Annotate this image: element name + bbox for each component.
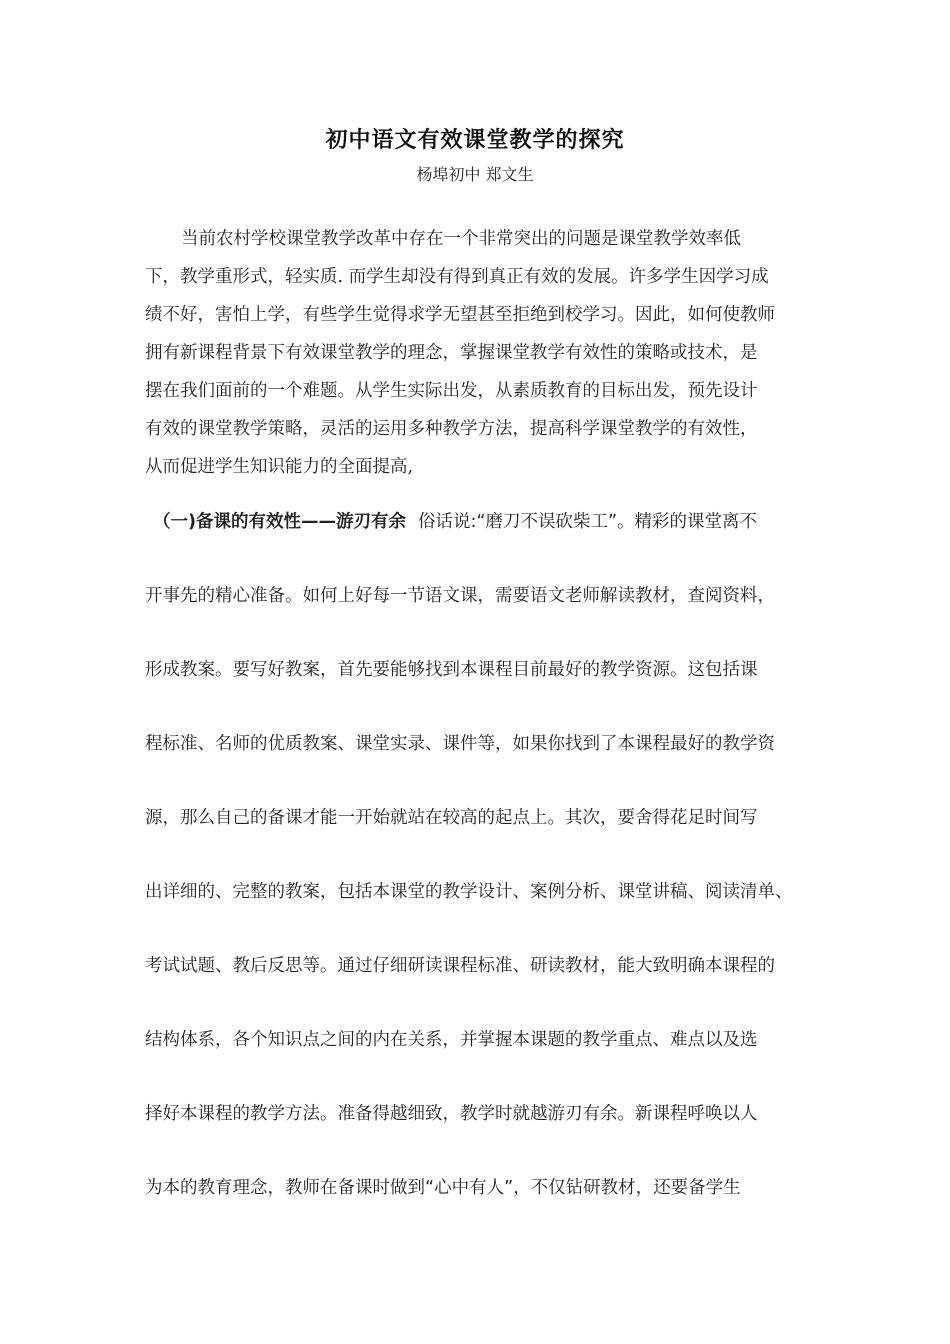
intro-line: 绩不好，害怕上学，有些学生觉得求学无望甚至拒绝到校学习。因此，如何使教师: [145, 305, 775, 325]
document-author: 杨埠初中 郑文生: [416, 165, 534, 184]
intro-line: 下，教学重形式，轻实质. 而学生却没有得到真正有效的发展。许多学生因学习成: [145, 267, 769, 287]
section-1-line: 出详细的、完整的教案，包括本课堂的教学设计、案例分析、课堂讲稿、阅读清单、: [145, 882, 793, 902]
section-1-line: 源，那么自己的备课才能一开始就站在较高的起点上。其次，要舍得花足时间写: [145, 808, 758, 828]
intro-line: 摆在我们面前的一个难题。从学生实际出发，从素质教育的目标出发，预先设计: [145, 381, 758, 401]
section-1-line: 形成教案。要写好教案，首先要能够找到本课程目前最好的教学资源。这包括课: [145, 660, 758, 680]
intro-line: 从而促进学生知识能力的全面提高,: [145, 457, 414, 477]
section-1-heading: （一)备课的有效性——游刃有余: [153, 512, 406, 532]
section-1-line: 程标准、名师的优质教案、课堂实录、课件等，如果你找到了本课程最好的教学资: [145, 734, 775, 754]
intro-line: 拥有新课程背景下有效课堂教学的理念，掌握课堂教学有效性的策略或技术，是: [145, 343, 758, 363]
section-1-paragraph: [145, 485, 810, 1225]
section-1-line: 开事先的精心准备。如何上好每一节语文课，需要语文老师解读教材，查阅资料，: [145, 586, 775, 606]
document-title: 初中语文有效课堂教学的探究: [325, 128, 625, 153]
intro-line: 有效的课堂教学策略，灵活的运用多种教学方法，提高科学课堂教学的有效性，: [145, 419, 758, 439]
section-1-first-line-text: 俗话说:“磨刀不误砍柴工”。精彩的课堂离不: [418, 512, 758, 532]
section-1-line: 择好本课程的教学方法。准备得越细致，教学时就越游刃有余。新课程呼唤以人: [145, 1104, 758, 1124]
section-1-line: 结构体系，各个知识点之间的内在关系，并掌握本课题的教学重点、难点以及选: [145, 1030, 758, 1050]
intro-line: 当前农村学校课堂教学改革中存在一个非常突出的问题是课堂教学效率低: [181, 229, 741, 249]
section-1-first-line: [145, 485, 810, 559]
section-1-line: 考试试题、教后反思等。通过仔细研读课程标准、研读教材，能大致明确本课程的: [145, 956, 775, 976]
intro-paragraph: [145, 220, 810, 486]
section-1-line: 为本的教育理念，教师在备课时做到“心中有人”，不仅钻研教材，还要备学生: [145, 1178, 741, 1198]
